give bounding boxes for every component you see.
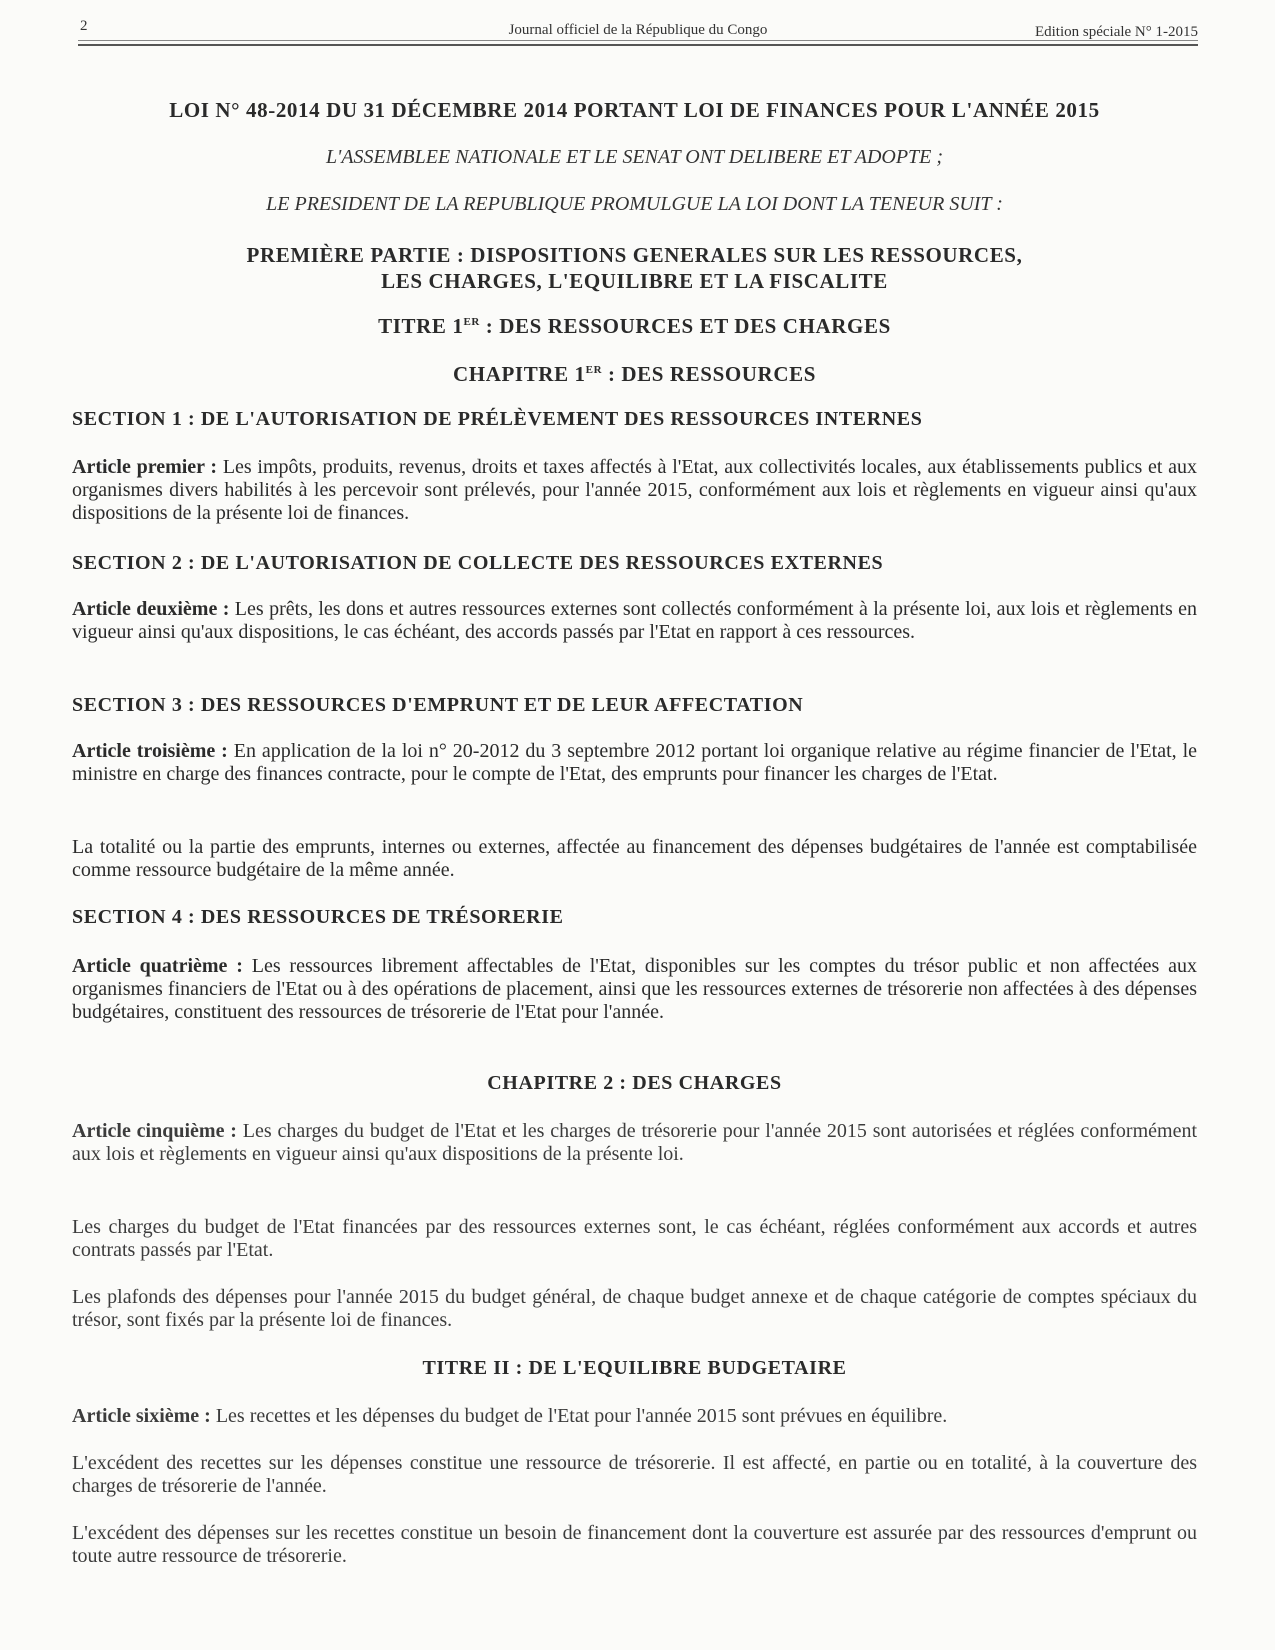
article-6-text: Les recettes et les dépenses du budget de l'Etat pour l'année 2015 sont prévues en équilibre. [210, 1405, 948, 1427]
article-1-text: Les impôts, produits, revenus, droits et taxes affectés à l'Etat, aux collectivités locales, aux établissements publics et aux organismes divers habilités à les percevoir sont prélevés, pour l'année 2015, conformément aux lois et règlements en vigueur ainsi qu'aux dispositions de la présente loi de finances. [72, 456, 1197, 524]
article-2-text: Les prêts, les dons et autres ressources externes sont collectés conformément à la présente loi, aux lois et règlements en vigueur ainsi qu'aux dispositions, le cas échéant, des accords passés par l'Etat en rapport à ces ressources. [72, 598, 1197, 643]
article-4-label: Article quatrième : [72, 955, 243, 977]
page-header [78, 18, 1198, 46]
article-3-paragraph-2: La totalité ou la partie des emprunts, internes ou externes, affectée au financement des dépenses budgétaires de l'année est comptabilisée comme ressource budgétaire de la même année. [72, 836, 1197, 881]
page-number: 2 [80, 18, 88, 34]
chapitre-1-prefix: CHAPITRE 1 [453, 362, 586, 386]
article-5-paragraph-2: Les charges du budget de l'Etat financées par des ressources externes sont, le cas échéant, réglées conformément aux accords et autres contrats passés par l'Etat. [72, 1216, 1197, 1261]
article-6-paragraph-3: L'excédent des dépenses sur les recettes constitue un besoin de financement dont la couverture est assurée par des ressources d'emprunt ou toute autre ressource de trésorerie. [72, 1522, 1197, 1567]
section-4-heading: SECTION 4 : DES RESSOURCES DE TRÉSORERIE [72, 906, 564, 928]
preamble-line-1: L'ASSEMBLEE NATIONALE ET LE SENAT ONT DELIBERE ET ADOPTE ; [325, 146, 944, 168]
section-2-heading: SECTION 2 : DE L'AUTORISATION DE COLLECTE DES RESSOURCES EXTERNES [72, 552, 884, 574]
part-heading-line-2: LES CHARGES, L'EQUILIBRE ET LA FISCALITE [381, 269, 888, 293]
article-5-label: Article cinquième : [72, 1120, 237, 1142]
article-5 [72, 1120, 1197, 1166]
article-2-label: Article deuxième : [72, 598, 230, 620]
part-heading-line-1: PREMIÈRE PARTIE : DISPOSITIONS GENERALES SUR LES RESSOURCES, [246, 243, 1023, 267]
section-1-heading: SECTION 1 : DE L'AUTORISATION DE PRÉLÈVEMENT DES RESSOURCES INTERNES [72, 408, 923, 430]
article-1 [72, 456, 1197, 525]
journal-title: Journal officiel de la République du Congo [508, 22, 768, 38]
header-rule [78, 40, 1198, 41]
article-1-label: Article premier : [72, 456, 218, 478]
titre-1-suffix: : DES RESSOURCES ET DES CHARGES [479, 314, 891, 338]
edition-label: Edition spéciale N° 1-2015 [1034, 24, 1198, 40]
article-5-text: Les charges du budget de l'Etat et les charges de trésorerie pour l'année 2015 sont autorisées et réglées conformément aux lois et règlements en vigueur ainsi qu'aux dispositions de la présente loi. [72, 1120, 1198, 1165]
titre-1-heading [72, 314, 1197, 339]
law-title: LOI N° 48-2014 DU 31 DÉCEMBRE 2014 PORTANT LOI DE FINANCES POUR L'ANNÉE 2015 [169, 98, 1100, 122]
chapitre-1-suffix: : DES RESSOURCES [602, 362, 816, 386]
article-3-label: Article troisième : [72, 740, 228, 762]
article-3-text: En application de la loi n° 20-2012 du 3 septembre 2012 portant loi organique relative au régime financier de l'Etat, le ministre en charge des finances contracte, pour le compte de l'Etat, des emprunts pour financer les charges de l'Etat. [72, 740, 1197, 785]
part-heading [72, 242, 1197, 294]
article-6-label: Article sixième : [72, 1405, 211, 1427]
preamble-line-2: LE PRESIDENT DE LA REPUBLIQUE PROMULGUE LA LOI DONT LA TENEUR SUIT : [266, 193, 1003, 215]
article-3 [72, 740, 1197, 786]
titre-2-heading: TITRE II : DE L'EQUILIBRE BUDGETAIRE [422, 1357, 847, 1379]
chapitre-2-heading: CHAPITRE 2 : DES CHARGES [487, 1072, 782, 1094]
article-6-paragraph-2: L'excédent des recettes sur les dépenses constitue une ressource de trésorerie. Il est affecté, en partie ou en totalité, à la couverture des charges de trésorerie de l'année. [72, 1452, 1197, 1497]
chapitre-1-heading [72, 362, 1197, 387]
article-4-text: Les ressources librement affectables de l'Etat, disponibles sur les comptes du trésor public et non affectées aux organismes financiers de l'Etat ou à des opérations de placement, ainsi que les ressources externes de trésorerie non affectées à des dépenses budgétaires, constituent des ressources de trésorerie de l'Etat pour l'année. [72, 955, 1198, 1023]
section-3-heading: SECTION 3 : DES RESSOURCES D'EMPRUNT ET DE LEUR AFFECTATION [72, 694, 804, 716]
titre-1-sup: ER [463, 316, 480, 328]
article-4 [72, 955, 1197, 1024]
article-2 [72, 598, 1197, 644]
article-6 [72, 1405, 1197, 1428]
article-5-paragraph-3: Les plafonds des dépenses pour l'année 2015 du budget général, de chaque budget annexe et de chaque catégorie de comptes spéciaux du trésor, sont fixés par la présente loi de finances. [72, 1286, 1197, 1331]
titre-1-prefix: TITRE 1 [378, 314, 464, 338]
chapitre-1-sup: ER [585, 364, 603, 376]
